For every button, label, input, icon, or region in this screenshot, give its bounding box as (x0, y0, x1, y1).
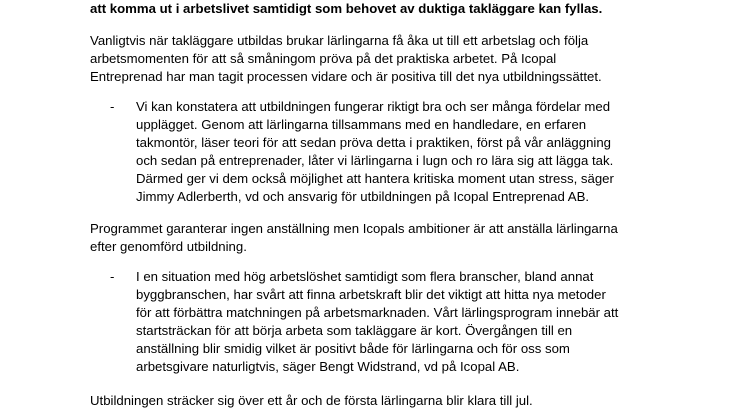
quote-line: Jimmy Adlerberth, vd och ansvarig för utbildningen på Icopal Entreprenad AB. (136, 189, 590, 204)
bullet-dash: - (110, 99, 115, 114)
quote-line: upplägget. Genom att lärlingarna tillsammans med en handledare, en erfaren (136, 117, 587, 132)
paragraph-line: Utbildningen sträcker sig över ett år och de första lärlingarna blir klara till jul. (90, 393, 533, 408)
paragraph-line: Programmet garanterar ingen anställning men Icopals ambitioner är att anställa lärlingarna (90, 221, 618, 236)
quote-line: Vi kan konstatera att utbildningen fungerar riktigt bra och ser många fördelar med (136, 99, 611, 114)
quote-line: I en situation med hög arbetslöshet samtidigt som flera branscher, bland annat (136, 269, 594, 284)
paragraph-line: arbetsmomenten för att så småningom pröva på det praktiska arbetet. På Icopal (90, 51, 557, 66)
paragraph-line: Entreprenad har man tagit processen vidare och är positiva till det nya utbildningssättet. (90, 69, 602, 84)
paragraph-line: Vanligtvis när takläggare utbildas brukar lärlingarna få åka ut till ett arbetslag och följa (90, 33, 589, 48)
quote-line: anställning blir smidig vilket är positivt både för lärlingarna och för oss som (136, 341, 570, 356)
quote-line: för att förbättra matchningen på arbetsmarknaden. Vårt lärlingsprogram innebär att (136, 305, 619, 320)
bullet-dash: - (110, 269, 115, 284)
paragraph-line: efter genomförd utbildning. (90, 239, 247, 254)
quote-line: arbetsgivare naturligtvis, säger Bengt Widstrand, vd på Icopal AB. (136, 359, 520, 374)
quote-line: byggbranschen, har svårt att finna arbetskraft blir det viktigt att hitta nya metoder (136, 287, 606, 302)
quote-line: Därmed ger vi dem också möjlighet att hantera kritiska moment utan stress, säger (136, 171, 614, 186)
quote-line: och sedan på entreprenader, låter vi lärlingarna i lugn och ro lära sig att lägga tak. (136, 153, 614, 168)
quote-line: startsträckan för att börja arbeta som takläggare är kort. Övergången till en (136, 323, 573, 338)
heading-tail: att komma ut i arbetslivet samtidigt som behovet av duktiga takläggare kan fyllas. (90, 1, 603, 16)
quote-line: takmontör, läser teori för att sedan pröva detta i praktiken, först på vår anläggning (136, 135, 612, 150)
